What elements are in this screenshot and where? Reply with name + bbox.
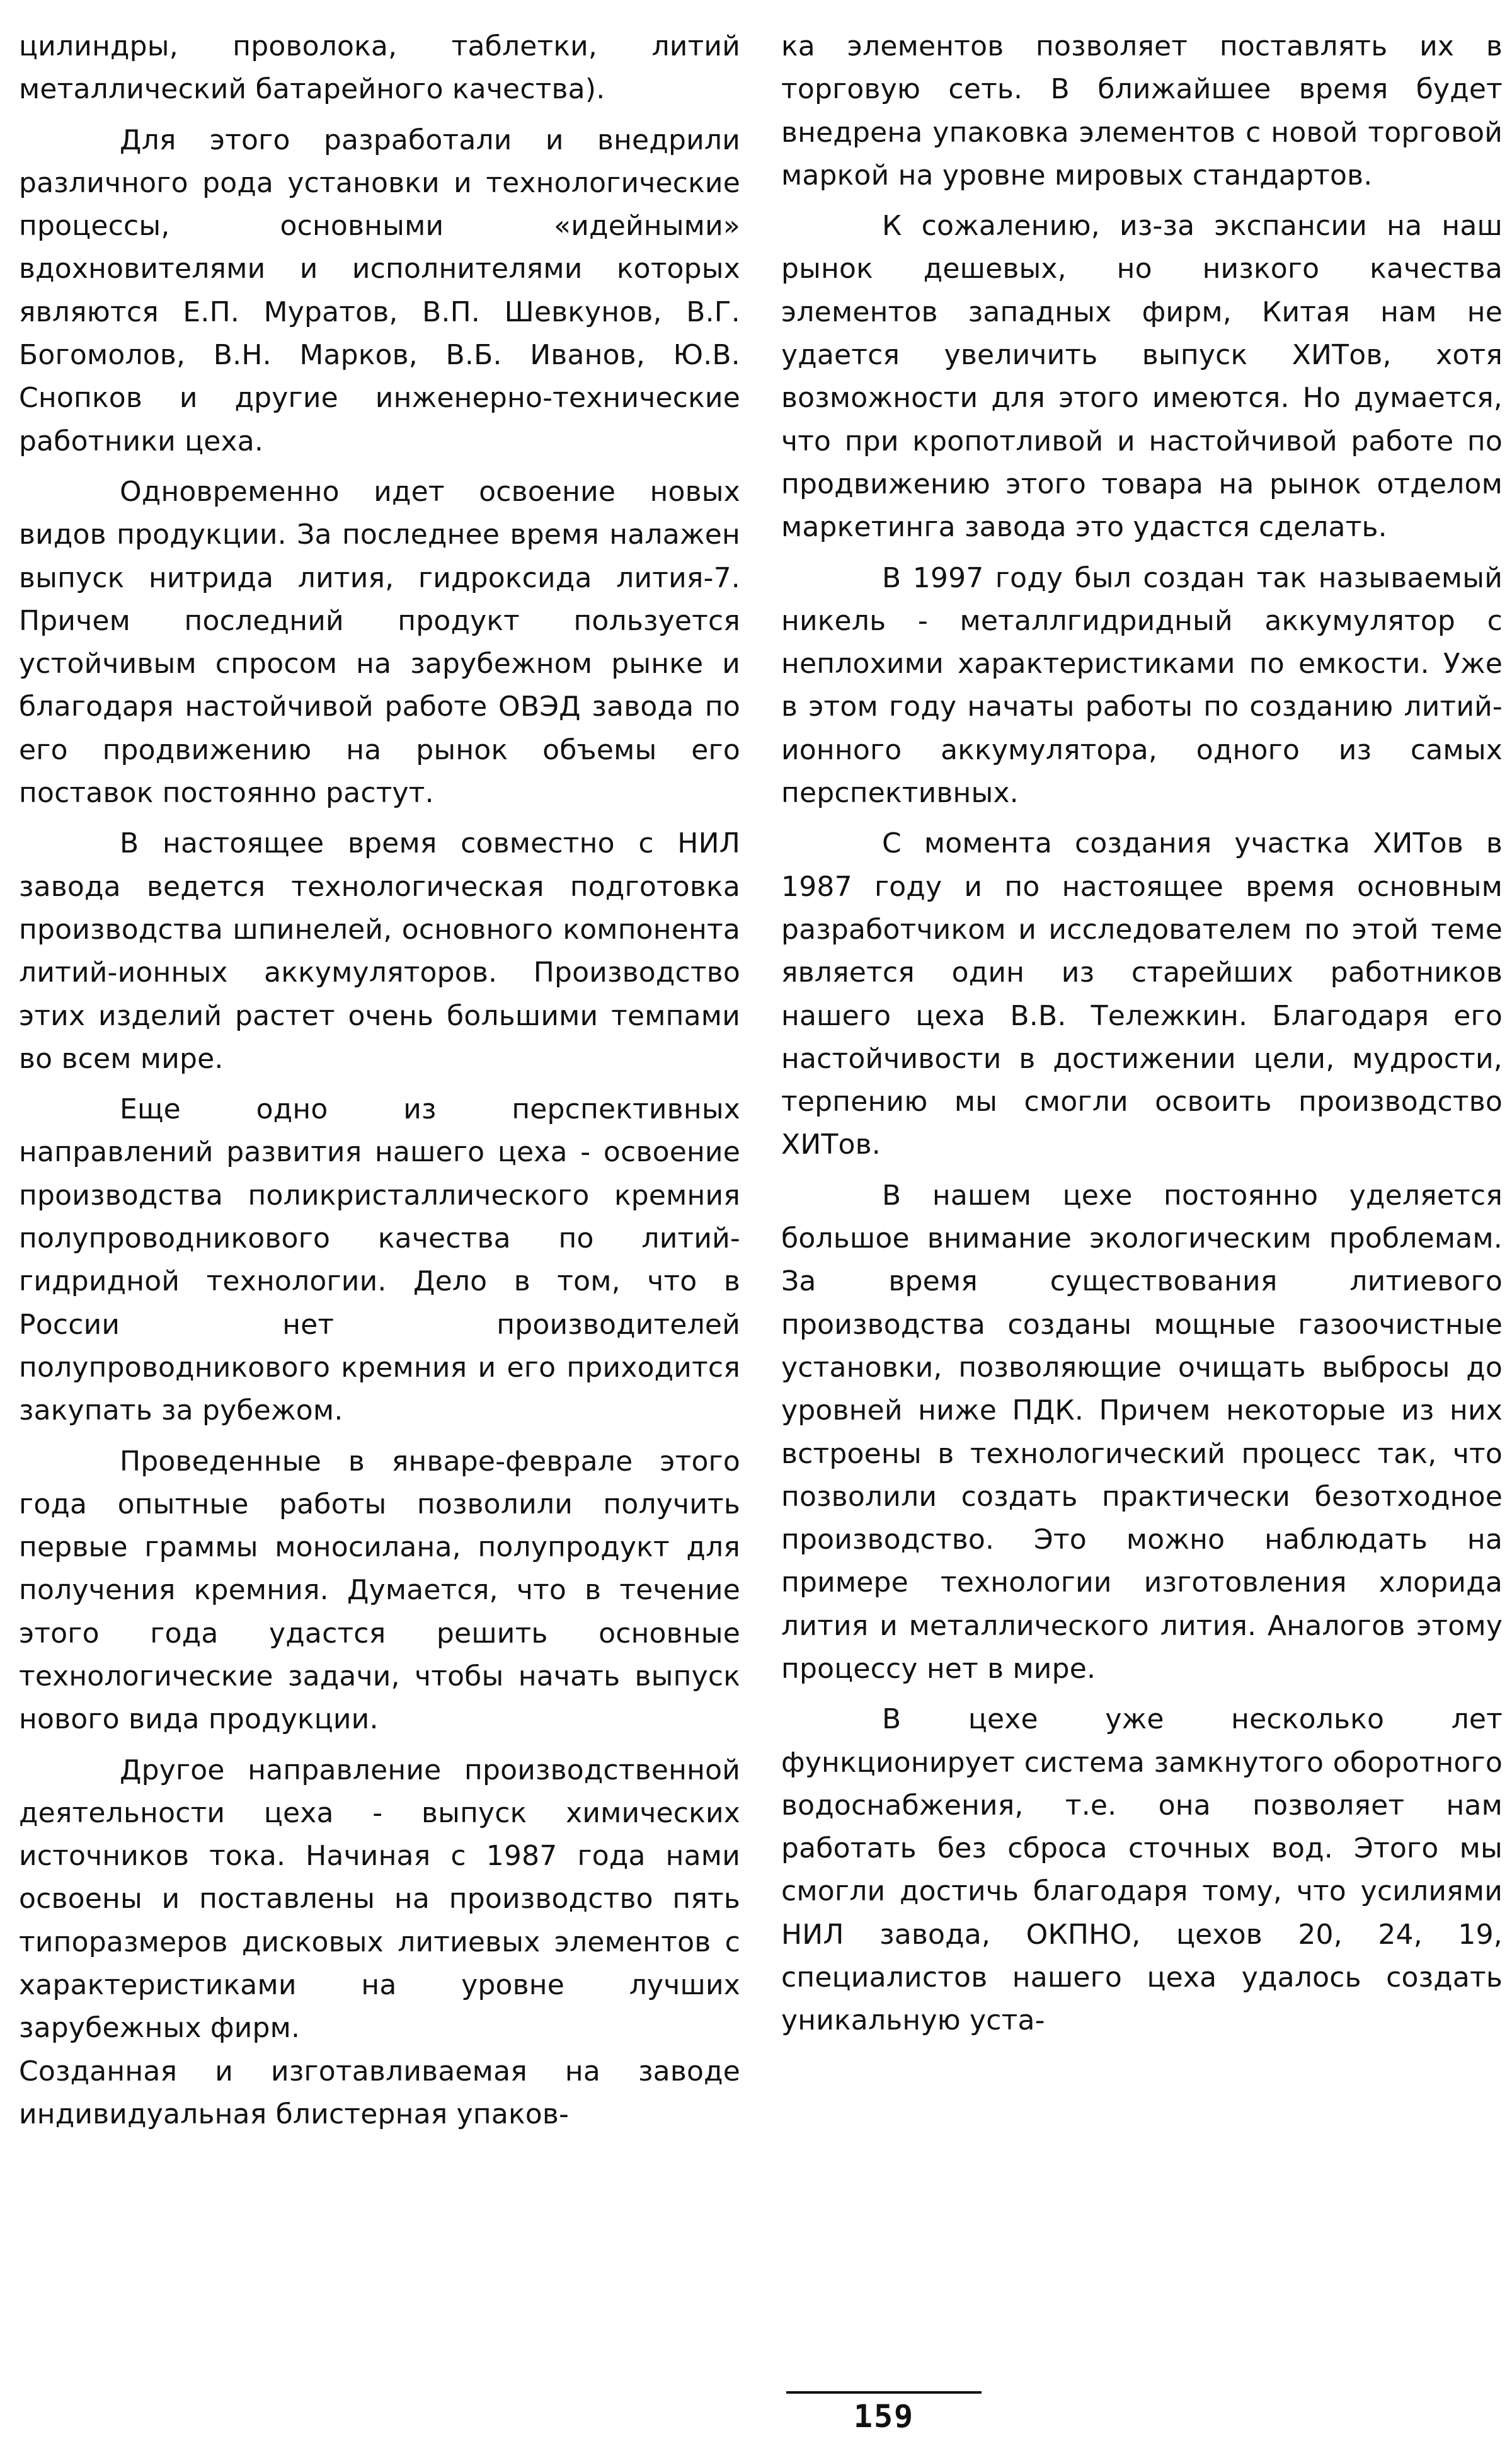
page-number: 159 <box>853 2398 915 2435</box>
paragraph: К сожалению, из-за экспансии на наш рынок дешевых, но низкого качества элементов западных фирм, Китая нам не удается увеличить выпуск ХИТов, хотя возможности для этого имеются. Но думается, что при кропотливой и настойчивой работе по продвижению этого товара на рынок отделом маркетинга завода это удастся сделать. <box>781 210 1503 544</box>
paragraph: В нашем цехе постоянно уделяется большое внимание экологическим проблемам. За время существования литиевого производства созданы мощные газоочистные установки, позволяющие очищать выбросы до уровней ниже ПДК. Причем некоторые из них встроены в технологический процесс так, что позволили создать практически безотходное производство. Это можно наблюдать на примере технологии изготовления хлорида лития и металлического лития. Аналогов этому процессу нет в мире. <box>781 1179 1503 1685</box>
paragraph: С момента создания участка ХИТов в 1987 году и по настоящее время основным разработчиком и исследователем по этой теме является один из старейших работников нашего цеха В.В. Тележкин. Благодаря его настойчивости в достижении цели, мудрости, терпению мы смогли освоить производство ХИТов. <box>781 827 1503 1161</box>
paragraph: ка элементов позволяет поставлять их в торговую сеть. В ближайшее время будет внедрена упаковка элементов с новой торговой маркой на уровне мировых стандартов. <box>781 30 1503 192</box>
paragraph: Созданная и изготавливаемая на заводе индивидуальная блистерная упаков- <box>19 2055 740 2130</box>
left-text-column <box>19 25 740 2144</box>
right-text-column <box>781 25 1503 2050</box>
paragraph: Еще одно из перспективных направлений развития нашего цеха - освоение производства поликристаллического кремния полупроводникового качества по литий-гидридной технологии. Дело в том, что в России нет производителей полупроводникового кремния и его приходится закупать за рубежом. <box>19 1093 740 1427</box>
paragraph: В 1997 году был создан так называемый никель - металлгидридный аккумулятор с неплохими характеристиками по емкости. Уже в этом году начаты работы по созданию литий-ионного аккумулятора, одного из самых перспективных. <box>781 561 1503 810</box>
paragraph: В цехе уже несколько лет функционирует система замкнутого оборотного водоснабжения, т.е. она позволяет нам работать без сброса сточных вод. Этого мы смогли достичь благодаря тому, что усилиями НИЛ завода, ОКПНО, цехов 20, 24, 19, специалистов нашего цеха удалось создать уникальную уста- <box>781 1703 1503 2037</box>
paragraph: цилиндры, проволока, таблетки, литий металлический батарейного качества). <box>19 30 740 106</box>
page-number-rule <box>786 2391 982 2394</box>
paragraph: Проведенные в январе-феврале этого года опытные работы позволили получить первые граммы моносилана, полупродукт для получения кремния. Думается, что в течение этого года удастся решить основные технологические задачи, чтобы начать выпуск нового вида продукции. <box>19 1445 740 1736</box>
paragraph: Другое направление производственной деятельности цеха - выпуск химических источников тока. Начиная с 1987 года нами освоены и поставлены на производство пять типоразмеров дисковых литиевых элементов с характеристиками на уровне лучших зарубежных фирм. <box>19 1754 740 2045</box>
paragraph: Одновременно идет освоение новых видов продукции. За последнее время налажен выпуск нитрида лития, гидроксида лития-7. Причем последний продукт пользуется устойчивым спросом на зарубежном рынке и благодаря настойчивой работе ОВЭД завода по его продвижению на рынок объемы его поставок постоянно растут. <box>19 475 740 810</box>
paragraph: Для этого разработали и внедрили различного рода установки и технологические процессы, основными «идейными» вдохновителями и исполнителями которых являются Е.П. Муратов, В.П. Шевкунов, В.Г. Богомолов, В.Н. Марков, В.Б. Иванов, Ю.В. Снопков и другие инженерно-технические работники цеха. <box>19 123 740 457</box>
paragraph: В настоящее время совместно с НИЛ завода ведется технологическая подготовка производства шпинелей, основного компонента литий-ионных аккумуляторов. Производство этих изделий растет очень большими темпами во всем мире. <box>19 827 740 1075</box>
